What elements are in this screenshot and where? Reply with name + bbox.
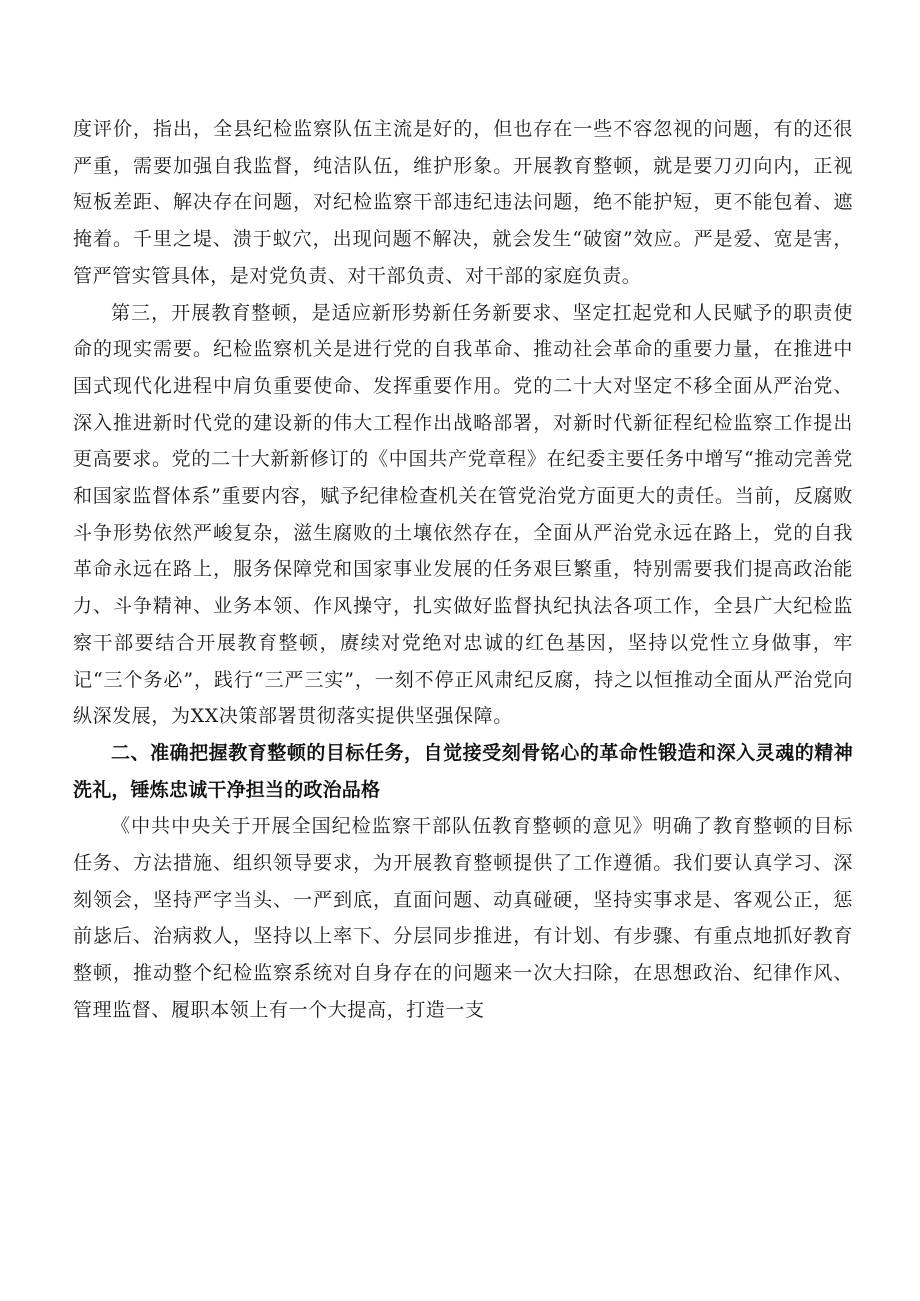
document-body [73, 111, 853, 1029]
section-heading: 二、准确把握教育整顿的目标任务，自觉接受刻骨铭心的革命性锻造和深入灵魂的精神洗礼，锤炼忠诚干净担当的政治品格 [73, 741, 853, 801]
paragraph-2: 第三，开展教育整顿，是适应新形势新任务新要求、坚定扛起党和人民赋予的职责使命的现实需要。纪检监察机关是进行党的自我革命、推动社会革命的重要力量，在推进中国式现代化进程中肩负重要使命、发挥重要作用。党的二十大对坚定不移全面从严治党、深入推进新时代党的建设新的伟大工程作出战略部署，对新时代新征程纪检监察工作提出更高要求。党的二十大新新修订的《中国共产党章程》在纪委主要任务中增写“推动完善党和国家监督体系”重要内容，赋予纪律检查机关在管党治党方面更大的责任。当前，反腐败斗争形势依然严峻复杂，滋生腐败的土壤依然存在，全面从严治党永远在路上，党的自我革命永远在路上，服务保障党和国家事业发展的任务艰巨繁重，特别需要我们提高政治能力、斗争精神、业务本领、作风操守，扎实做好监督执纪执法各项工作，全县广大纪检监察干部要结合开展教育整顿，赓续对党绝对忠诚的红色基因，坚持以党性立身做事，牢记“三个务必”，践行“三严三实”，一刻不停正风肃纪反腐，持之以恒推动全面从严治党向纵深发展，为XX决策部署贯彻落实提供坚强保障。 [73, 301, 853, 728]
paragraph-1: 度评价，指出，全县纪检监察队伍主流是好的，但也存在一些不容忽视的问题，有的还很严重，需要加强自我监督，纯洁队伍，维护形象。开展教育整顿，就是要刀刃向内，正视短板差距、解决存在问题，对纪检监察干部违纪违法问题，绝不能护短，更不能包着、遮掩着。千里之堤、溃于蚁穴，出现问题不解决，就会发生“破窗”效应。严是爱、宽是害，管严管实管具体，是对党负责、对干部负责、对干部的家庭负责。 [73, 118, 853, 287]
paragraph-3: 《中共中央关于开展全国纪检监察干部队伍教育整顿的意见》明确了教育整顿的目标任务、方法措施、组织领导要求，为开展教育整顿提供了工作遵循。我们要认真学习、深刻领会，坚持严字当头、一严到底，直面问题、动真碰硬，坚持实事求是、客观公正，惩前毖后、治病救人，坚持以上率下、分层同步推进，有计划、有步骤、有重点地抓好教育整顿，推动整个纪检监察系统对自身存在的问题来一次大扫除，在思想政治、纪律作风、管理监督、履职本领上有一个大提高，打造一支 [73, 815, 853, 1021]
